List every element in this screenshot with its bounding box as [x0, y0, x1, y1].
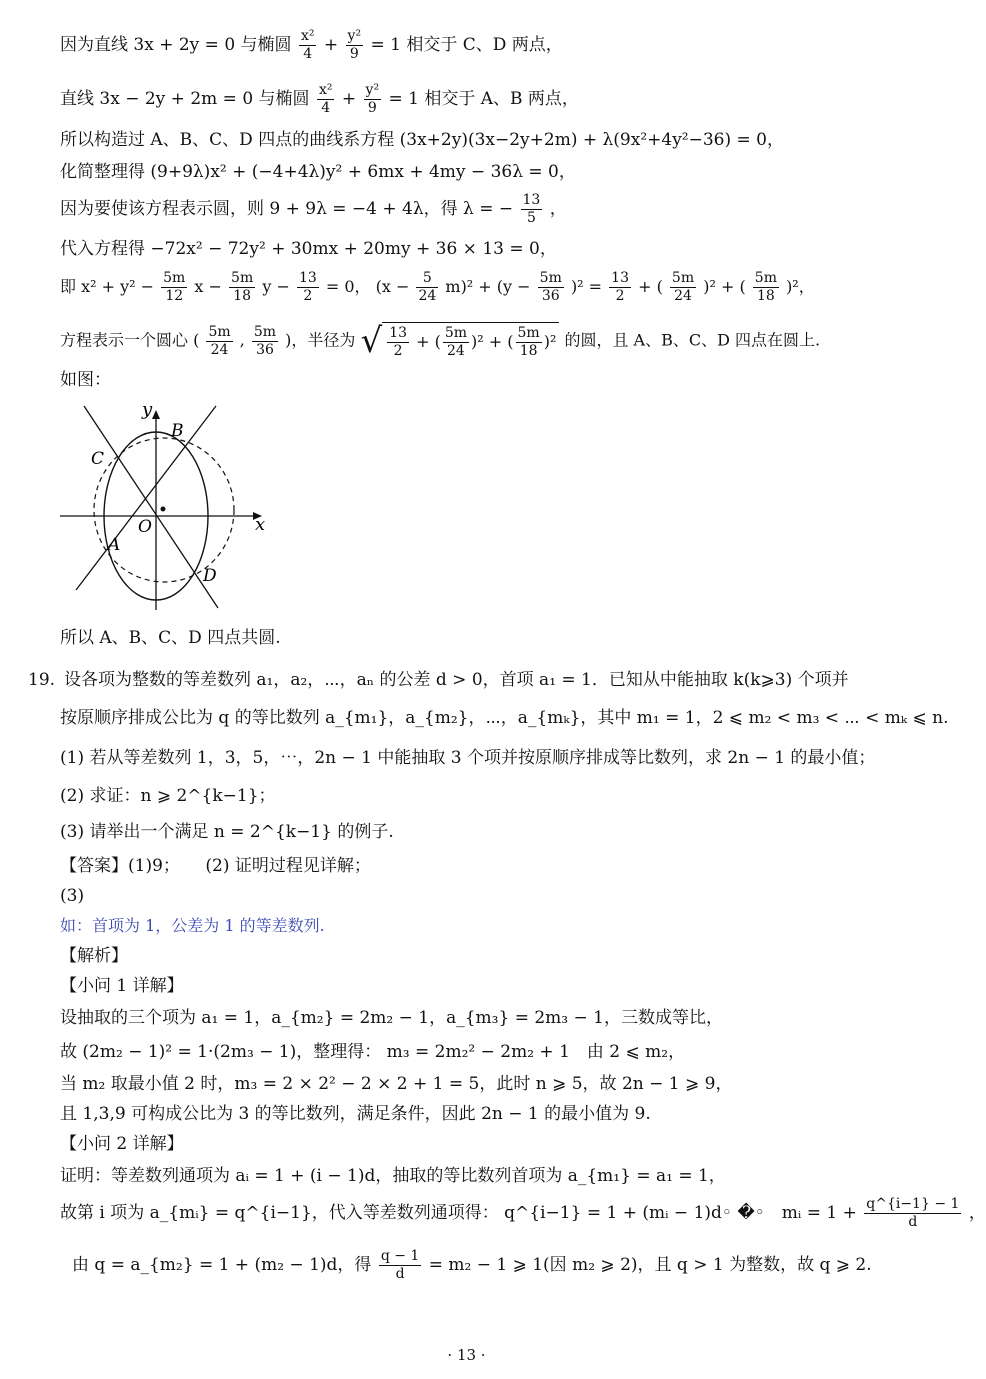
sub2-heading: 【小问 2 详解】 [60, 1134, 184, 1154]
fraction: $\frac{q - 1}{d}$ [380, 1248, 420, 1282]
sub1-line-1: 设抽取的三个项为 a₁ = 1，a_{m₂} = 2m₂ − 1，a_{m₃} = 2m₃ − 1，三数成等比， [60, 1008, 723, 1028]
ellipse-circle-figure [58, 398, 278, 618]
sol-line-5: 因为要使该方程表示圆，则 9 + 9λ = −4 + 4λ，得 λ = − $\frac{13}{5}$ ， [60, 192, 567, 226]
y-axis-arrow [152, 410, 160, 419]
answer-3: (3) [60, 886, 85, 906]
sub1-line-3: 当 m₂ 取最小值 2 时，m₃ = 2 × 2² − 2 × 2 + 1 = 5，此时 n ⩾ 5，故 2n − 1 ⩾ 9， [60, 1074, 733, 1094]
point-label-b: B [171, 421, 184, 441]
sqrt-body: $\frac{13}{2}$ + ( $\frac{5m}{24}$ )² + ( $\frac{5m}{18}$ )² [382, 322, 559, 360]
point-label-a: A [108, 535, 121, 555]
sub1-line-2: 故 (2m₂ − 1)² = 1·(2m₃ − 1)，整理得： m₃ = 2m₂² − 2m₂ + 1 由 2 ⩽ m₂， [60, 1042, 686, 1062]
proof-line-2: 故第 i 项为 a_{mᵢ} = q^{i−1}，代入等差数列通项得： q^{i−1} = 1 + (mᵢ − 1)d◦ �◦ mᵢ = 1 + $\frac{q\^{}\{i-1\} - 1}{d}$ ， [60, 1196, 986, 1230]
problem-stem-2: 按原顺序排成公比为 q 的等比数列 a_{m₁}，a_{m₂}，⋯，a_{mₖ}，其中 m₁ = 1，2 ⩽ m₂ < m₃ < ⋯ < mₖ ⩽ n. [60, 708, 949, 728]
question-3: (3) 请举出一个满足 n = 2^{k−1} 的例子. [60, 822, 394, 842]
fraction: $\frac{\text{y²}}{9}$ [347, 28, 362, 62]
sqrt-sign: √ [360, 321, 383, 361]
sol-line-6: 代入方程得 −72x² − 72y² + 30mx + 20my + 36 × 13 = 0， [60, 239, 557, 259]
point-label-c: C [91, 449, 105, 469]
origin-label: O [138, 517, 152, 537]
fraction: $\frac{13}{5}$ [522, 192, 541, 226]
analysis-heading: 【解析】 [60, 946, 128, 966]
sol-line-9: 如图： [60, 370, 111, 390]
problem-stem-1: 设各项为整数的等差数列 a₁，a₂，⋯，aₙ 的公差 d > 0，首项 a₁ = 1．已知从中能抽取 k(k⩾3) 个项并 [64, 670, 849, 690]
answer-line: 【答案】(1)9； (2) 证明过程见详解； [60, 856, 371, 876]
question-2: (2) 求证：n ⩾ 2^{k−1}； [60, 786, 276, 806]
sol-line-8: 方程表示一个圆心 ( $\frac{5m}{24}$ , $\frac{5m}{36}$ )，半径为 √ $\frac{13}{2}$ + ( $\frac{5m}{24}$ )² + ( $\frac{5m}{18}$ )² 的圆，且 A、B、C、D 四点在圆上. [60, 321, 821, 361]
sol-line-2: 直线 3x − 2y + 2m = 0 与椭圆 $\frac{\text{x²}}{4}$ + $\frac{\text{y²}}{9}$ = 1 相交于 A、B 两点， [60, 82, 579, 116]
text: 因为直线 3x + 2y = 0 与椭圆 [60, 35, 297, 55]
sol-line-7: 即 x² + y² − $\frac{5m}{12}$ x − $\frac{5m}{18}$ y − $\frac{13}{2}$ = 0， (x − $\frac{5}{24}$ m)² + (y − $\frac{5m}{36}$ )² = $\frac{13}{2}$ + ( $\frac{5m}{24}$ )² + ( $\frac{5m}{18}$ )²， [60, 270, 815, 304]
sol-line-10: 所以 A、B、C、D 四点共圆. [60, 628, 281, 648]
sol-line-3: 所以构造过 A、B、C、D 四点的曲线系方程 (3x+2y)(3x−2y+2m) + λ(9x²+4y²−36) = 0， [60, 130, 784, 150]
proof-line-3: 由 q = a_{m₂} = 1 + (m₂ − 1)d，得 $\frac{q - 1}{d}$ = m₂ − 1 ⩾ 1(因 m₂ ⩾ 2)，且 q > 1 为整数，故 q ⩾ 2. [72, 1248, 872, 1282]
sub1-line-4: 且 1,3,9 可构成公比为 3 的等比数列，满足条件，因此 2n − 1 的最小值为 9. [60, 1104, 651, 1124]
fraction: $\frac{\text{x²}}{4}$ [318, 82, 333, 116]
fraction: $\frac{\text{y²}}{9}$ [365, 82, 380, 116]
proof-line-1: 证明：等差数列通项为 aᵢ = 1 + (i − 1)d，抽取的等比数列首项为 a_{m₁} = a₁ = 1， [60, 1166, 726, 1186]
point-label-d: D [203, 566, 217, 586]
answer-3-text: 如：首项为 1，公差为 1 的等差数列. [60, 916, 325, 935]
circle-center-dot [161, 507, 166, 512]
fraction: $\frac{\text{x²}}{4}$ [300, 28, 315, 62]
sub1-heading: 【小问 1 详解】 [60, 976, 184, 996]
sol-line-1: 因为直线 3x + 2y = 0 与椭圆 $\frac{\text{x²}}{4}$ + $\frac{\text{y²}}{9}$ = 1 相交于 C、D 两点， [60, 28, 563, 62]
problem-number: 19. [28, 670, 56, 690]
page-number: · 13 · [447, 1346, 486, 1364]
question-1: (1) 若从等差数列 1，3，5，⋯，2n − 1 中能抽取 3 个项并按原顺序排成等比数列，求 2n − 1 的最小值； [60, 748, 876, 768]
fraction: $\frac{q\^{}\{i-1\} - 1}{d}$ [866, 1196, 960, 1230]
axis-label-x: x [255, 514, 266, 535]
sol-line-4: 化简整理得 (9+9λ)x² + (−4+4λ)y² + 6mx + 4my − 36λ = 0， [60, 162, 576, 182]
axis-label-y: y [142, 399, 153, 420]
